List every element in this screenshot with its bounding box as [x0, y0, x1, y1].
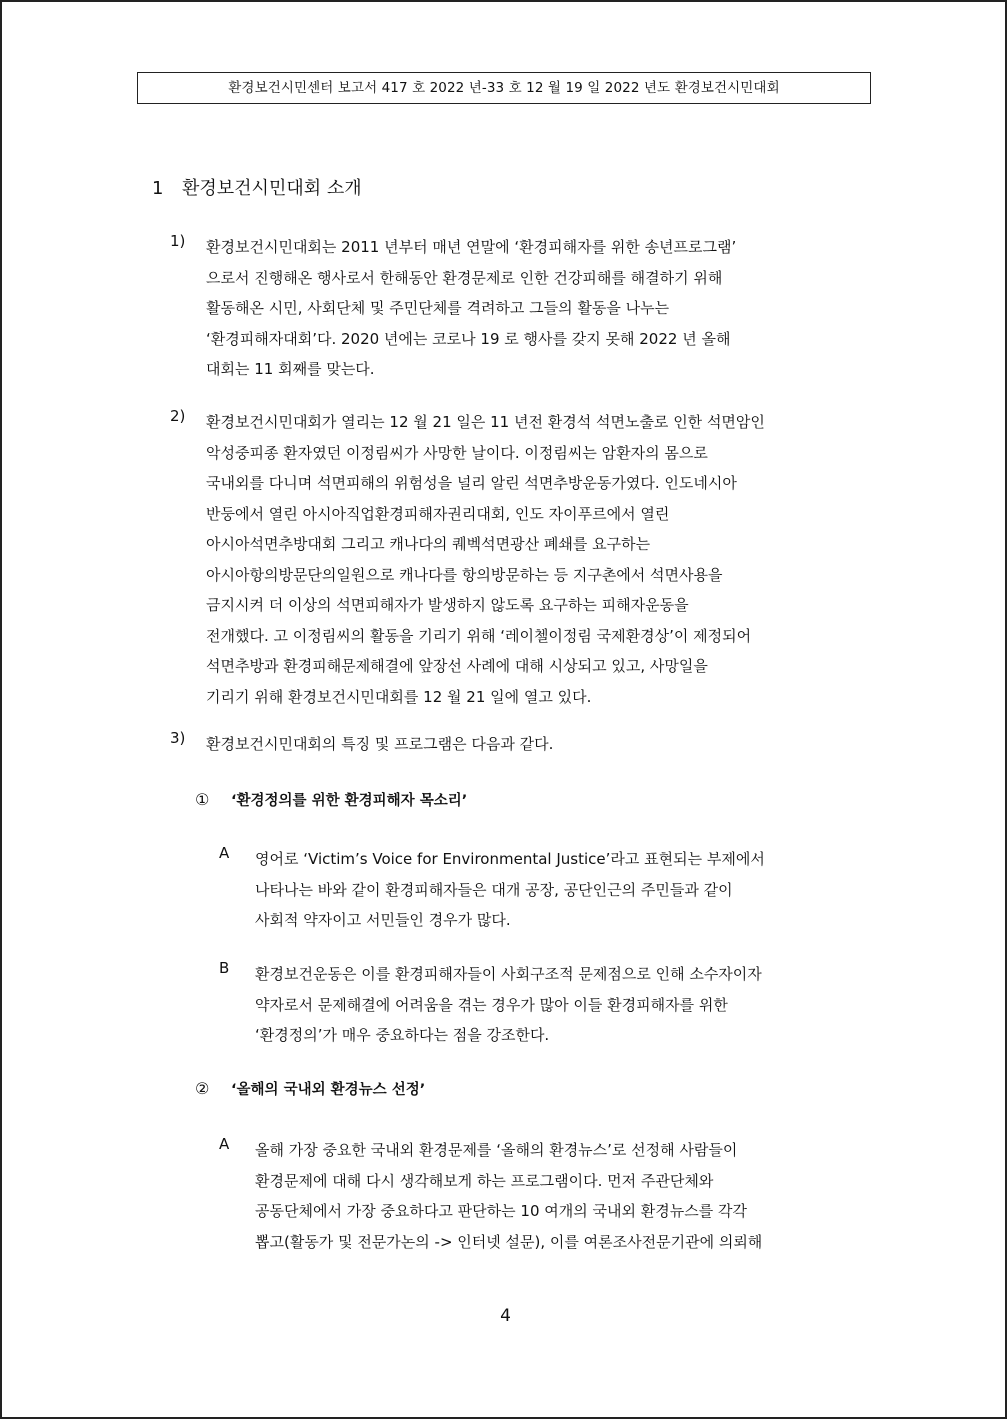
paragraph-line: 전개했다. 고 이정림씨의 활동을 기리기 위해 ‘레이첼이정림 국제환경상’이 제정되어 — [206, 626, 752, 645]
paragraph-line: 반둥에서 열린 아시아직업환경피해자권리대회, 인도 자이푸르에서 열린 — [206, 504, 670, 523]
paragraph-line: 올해 가장 중요한 국내외 환경문제를 ‘올해의 환경뉴스’로 선정해 사람들이 — [255, 1141, 738, 1159]
paragraph-line: ‘환경피해자대회’다. 2020 년에는 코로나 19 로 행사를 갖지 못해 2022 년 올해 — [206, 329, 731, 348]
report-header: 환경보건시민센터 보고서 417 호 2022 년-33 호 12 월 19 일 2022 년도 환경보건시민대회 — [137, 72, 871, 104]
subsection-title: ‘올해의 국내외 환경뉴스 선정’ — [231, 1082, 426, 1098]
paragraph-line: 아시아석면추방대회 그리고 캐나다의 퀘벡석면광산 폐쇄를 요구하는 — [206, 535, 651, 553]
paragraph-line: 사회적 약자이고 서민들인 경우가 많다. — [255, 911, 511, 929]
list-marker: 1) — [170, 232, 186, 250]
paragraph-line: 악성중피종 환자였던 이정림씨가 사망한 날이다. 이정림씨는 암환자의 몸으로 — [206, 443, 708, 462]
paragraph-line: 환경보건시민대회는 2011 년부터 매년 연말에 ‘환경피해자를 위한 송년프로그램’ — [206, 238, 737, 256]
point-marker: B — [219, 959, 230, 977]
paragraph-line: 뽑고(활동가 및 전문가논의 -> 인터넷 설문), 이를 여론조사전문기관에 의뢰해 — [255, 1232, 763, 1251]
page-number: 4 — [500, 1306, 511, 1326]
paragraph-line: 으로서 진행해온 행사로서 한해동안 환경문제로 인한 건강피해를 해결하기 위해 — [206, 268, 723, 287]
list-marker: 3) — [170, 729, 186, 747]
paragraph-line: 대회는 11 회째를 맞는다. — [206, 360, 375, 378]
point-marker: A — [219, 1135, 230, 1153]
paragraph-line: 석면추방과 환경피해문제해결에 앞장선 사례에 대해 시상되고 있고, 사망일을 — [206, 657, 708, 675]
point-marker: A — [219, 844, 230, 862]
section-title — [152, 174, 362, 200]
paragraph-line: 아시아항의방문단의일원으로 캐나다를 항의방문하는 등 지구촌에서 석면사용을 — [206, 565, 723, 584]
subsection-heading — [195, 1078, 425, 1099]
subsection-marker: ① — [195, 790, 210, 809]
subsection-heading — [195, 789, 467, 810]
paragraph-line: 국내외를 다니며 석면피해의 위험성을 널리 알린 석면추방운동가였다. 인도네시아 — [206, 474, 737, 492]
paragraph-line: 공동단체에서 가장 중요하다고 판단하는 10 여개의 국내외 환경뉴스를 각각 — [255, 1202, 747, 1220]
section-number: 1 — [152, 178, 164, 199]
list-marker: 2) — [170, 407, 186, 425]
subsection-marker: ② — [195, 1079, 210, 1098]
paragraph-line: 영어로 ‘Victim’s Voice for Environmental Justice’라고 표현되는 부제에서 — [255, 850, 765, 868]
paragraph-line: 환경보건시민대회가 열리는 12 월 21 일은 11 년전 환경석 석면노출로 인한 석면암인 — [206, 413, 765, 431]
paragraph-line: 환경문제에 대해 다시 생각해보게 하는 프로그램이다. 먼저 주관단체와 — [255, 1171, 714, 1190]
paragraph-line: 환경보건운동은 이를 환경피해자들이 사회구조적 문제점으로 인해 소수자이자 — [255, 965, 762, 983]
paragraph-line: 약자로서 문제해결에 어려움을 겪는 경우가 많아 이들 환경피해자를 위한 — [255, 995, 728, 1014]
paragraph-line: 금지시켜 더 이상의 석면피해자가 발생하지 않도록 요구하는 피해자운동을 — [206, 596, 689, 614]
paragraph-line: 활동해온 시민, 사회단체 및 주민단체를 격려하고 그들의 활동을 나누는 — [206, 299, 670, 317]
paragraph-line: 나타나는 바와 같이 환경피해자들은 대개 공장, 공단인근의 주민들과 같이 — [255, 880, 733, 899]
paragraph-line: 환경보건시민대회의 특징 및 프로그램은 다음과 같다. — [206, 735, 554, 753]
section-title-text: 환경보건시민대회 소개 — [182, 178, 362, 199]
paragraph-line: 기리기 위해 환경보건시민대회를 12 월 21 일에 열고 있다. — [206, 687, 592, 706]
subsection-title: ‘환경정의를 위한 환경피해자 목소리’ — [231, 793, 468, 809]
paragraph-line: ‘환경정의’가 매우 중요하다는 점을 강조한다. — [255, 1026, 550, 1044]
